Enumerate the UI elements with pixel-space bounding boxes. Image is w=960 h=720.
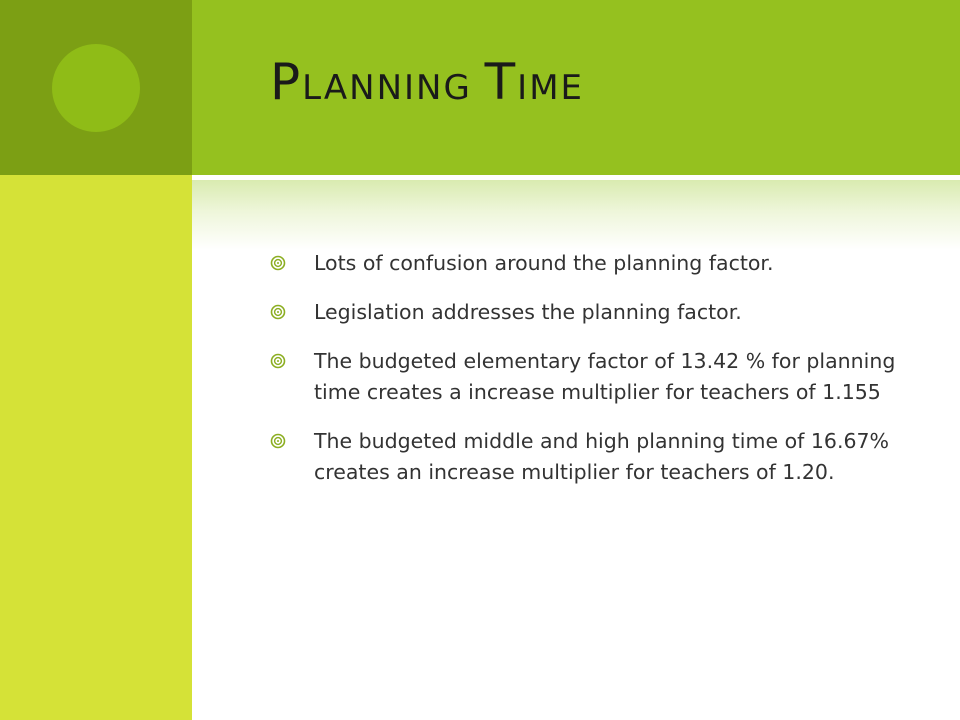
bullet-text: Legislation addresses the planning factor. <box>314 300 742 324</box>
bullet-list <box>268 248 908 506</box>
decorative-circle <box>52 44 140 132</box>
title-gradient-fade <box>192 180 960 250</box>
bullet-text: Lots of confusion around the planning factor. <box>314 251 774 275</box>
title-initial: T <box>484 53 518 111</box>
bullet-item <box>268 426 908 488</box>
bullet-text: The budgeted middle and high planning time of 16.67% creates an increase multiplier for teachers of 1.20. <box>314 429 890 484</box>
concentric-circle-bullet-icon <box>270 433 286 449</box>
concentric-circle-bullet-icon <box>270 304 286 320</box>
title-smallcaps: IME <box>517 68 585 108</box>
bullet-text: The budgeted elementary factor of 13.42 % for planning time creates a increase multiplier for teachers of 1.155 <box>314 349 896 404</box>
slide-title <box>270 52 584 118</box>
bullet-item <box>268 346 908 408</box>
title-word-time <box>484 53 585 111</box>
side-accent-strip <box>0 175 192 720</box>
title-initial: P <box>270 53 303 111</box>
concentric-circle-bullet-icon <box>270 255 286 271</box>
title-smallcaps: LANNING <box>302 68 472 108</box>
bullet-item <box>268 248 908 279</box>
concentric-circle-bullet-icon <box>270 353 286 369</box>
title-word-planning <box>270 53 472 111</box>
bullet-item <box>268 297 908 328</box>
